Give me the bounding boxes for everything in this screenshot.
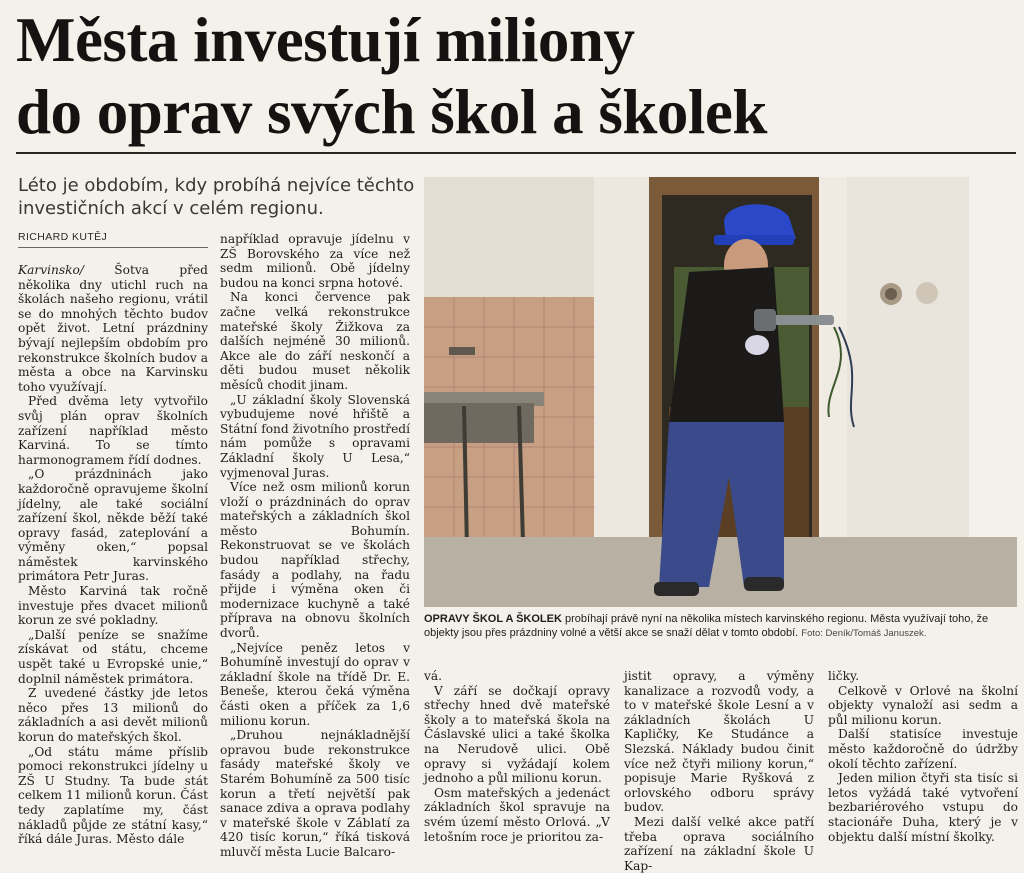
caption-lead: OPRAVY ŠKOL A ŠKOLEK [424,613,562,625]
paragraph: „Další peníze se snažíme získávat od státu, chceme uspět také u Evropské unie,“ doplnil náměstek primátora. [18,627,208,686]
article-column-1 [18,263,208,849]
caption-text: probíhají právě nyní na několika místech karvinského regionu. Města využívají toho, že objekty jsou přes prázdniny volné a větší akce se snaží dělat v tomto období. [424,613,989,639]
byline: RICHARD KUTĚJ [18,231,208,248]
paragraph [18,263,208,394]
paragraph: Osm mateřských a jedenáct základních škol spravuje na svém území město Orlová. „V letošním roce je prioritou za- [424,785,610,844]
headline-rule [16,152,1016,154]
paragraph: jistit opravy, a výměny kanalizace a rozvodů vody, a to v mateřské škole Lesní a v základních školách U Kapličky, Ke Studánce a Slezská. Náklady budou činit více než čtyři miliony korun,“ popisuje Marie Ryšková z orlovského odboru správy budov. [624,669,814,815]
paragraph: Z uvedené částky jde letos něco přes 13 milionů do základních a asi devět milionů korun do mateřských škol. [18,686,208,744]
dateline-place: Karvinsko/ [18,263,84,277]
paragraph: „Od státu máme příslib pomoci rekonstrukci jídelny u ZŠ U Studny. Ta bude stát celkem 11 milionů korun. Část tedy zaplatíme my, část nákladů půjde ze státní kasy,“ říká dále Juras. Město dále [18,744,208,847]
article-column-2 [220,232,410,859]
paragraph: Více než osm milionů korun vloží o prázdninách do oprav mateřských a základních škol město Bohumín. Rekonstruovat se ve školách budou například střechy, fasády a podlahy, na řadu přijde i výměna oken či modernizace kuchyně a také příprava na obnovu školních dvorů. [220,480,410,641]
article-column-3 [424,669,610,849]
paragraph: Před dvěma lety vytvořilo svůj plán oprav školních zařízení například město Karviná. To se tímto harmonogramem řídí dodnes. [18,394,208,467]
paragraph: Město Karviná tak ročně investuje přes dvacet milionů korun ze své pokladny. [18,584,208,628]
photo-worker-drilling [424,177,1017,607]
paragraph: „U základní školy Slovenská vybudujeme nové hřiště a Státní fond životního prostředí nám pomůže s opravami Základní školy U Lesa,“ vyjmenoval Juras. [220,392,410,480]
paragraph: například opravuje jídelnu v ZŠ Borovského za více než sedm milionů. Obě jídelny budou na konci srpna hotové. [220,232,410,290]
headline-line-1: Města investují miliony [16,5,635,75]
paragraph: „Nejvíce peněz letos v Bohumíně investují do oprav v základní škole na třídě Dr. E. Beneše, kterou čeká výměna části oken a příček za 1,6 milionu korun. [220,640,410,728]
article-photo [424,177,1017,607]
paragraph: Další statisíce investuje město každoročně do údržby okolí těchto zařízení. [828,727,1018,771]
headline-line-2: do oprav svých škol a školek [16,77,767,147]
paragraph: „Druhou nejnákladnější opravou bude rekonstrukce fasády mateřské školy ve Starém Bohumíně za 500 tisíc korun a třetí největší pak sanace zdiva a oprava podlahy v mateřské škole v Záblatí za 420 tisíc korun,“ říká tisková mluvčí města Lucie Balcaro- [220,728,410,859]
paragraph: Celkově v Orlové na školní objekty vynaloží asi sedm a půl milionu korun. [828,683,1018,727]
photo-caption [424,612,1017,641]
paragraph: ličky. [828,669,860,683]
paragraph: Jeden milion čtyři sta tisíc si letos vyžádá také vytvoření bezbariérového vstupu do stacionáře Duha, který je v objektu další místní školky. [828,771,1018,844]
article-column-5 [828,669,1018,849]
paragraph: V září se dočkají opravy střechy hned dvě mateřské školy a to mateřská škola na Čáslavské ulici a také školka na Nerudově ulici. Obě opravy si vyžádají kolem jednoho a půl milionu korun. [424,683,610,786]
article-column-4 [624,669,814,873]
headline [16,4,1016,148]
paragraph: Na konci července pak začne velká rekonstrukce mateřské školy Žižkova za dalších nejméně 30 milionů. Akce ale do září neskončí a děti budou muset několik měsíců chodit jinam. [220,290,410,392]
paragraph-text: Šotva před několika dny utichl ruch na školách našeho regionu, vrátil se do mnohých těchto budov opět život. Letní prázdniny bývají nejlepším obdobím pro rekonstrukce školních budov a města a obce na Karvinsku toho využívají. [18,263,208,394]
paragraph: vá. [424,669,443,683]
paragraph: „O prázdninách jako každoročně opravujeme školní jídelny, ale také sociální zařízení škol, někde běží také opravy fasád, zateplování a výměny oken,“ popsal náměstek karvinského primátora Petr Juras. [18,467,208,584]
photo-credit: Foto: Deník/Tomáš Januszek. [801,628,927,639]
paragraph: Mezi další velké akce patří třeba oprava sociálního zařízení na základní škole U Kap- [624,814,814,873]
subheadline: Léto je obdobím, kdy probíhá nejvíce těchto investičních akcí v celém regionu. [18,175,415,219]
